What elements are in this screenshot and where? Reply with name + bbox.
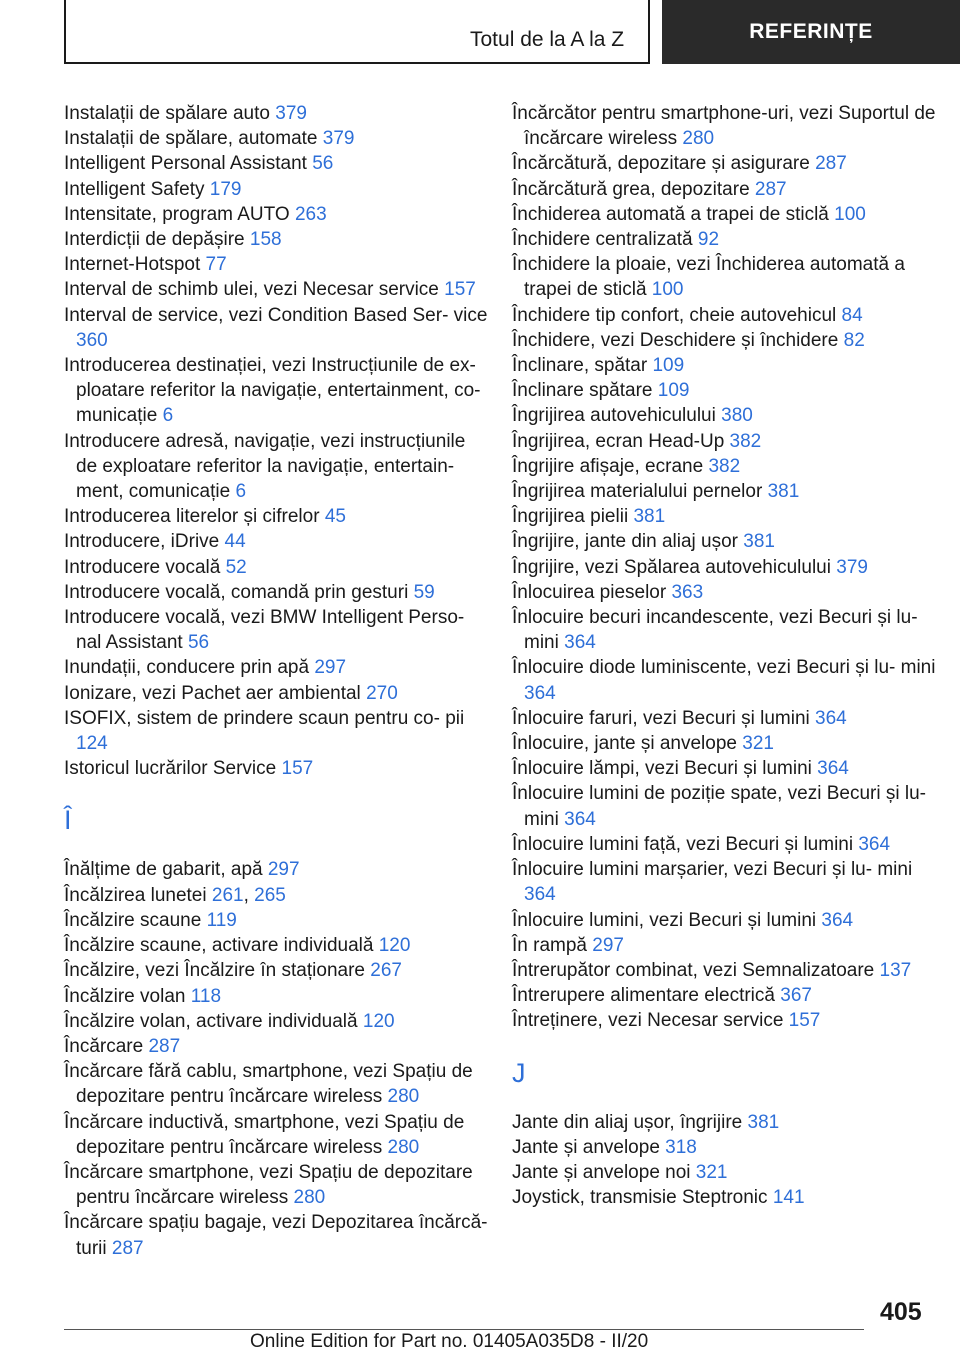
index-term: Îngrijirea, ecran Head-Up bbox=[512, 430, 725, 452]
chapter-title: Totul de la A la Z bbox=[470, 28, 625, 51]
index-term: Îngrijirea materialului pernelor bbox=[512, 481, 763, 503]
index-entry bbox=[512, 555, 937, 580]
index-term: Înlocuire becuri incandescente, vezi Becuri și lu- mini bbox=[512, 607, 918, 654]
page-reference-link[interactable]: 100 bbox=[834, 203, 866, 225]
index-entry bbox=[64, 555, 489, 580]
index-term: Înlocuire faruri, vezi Becuri și lumini bbox=[512, 707, 810, 729]
header-divider bbox=[648, 0, 650, 64]
page-reference-link[interactable]: 157 bbox=[281, 758, 314, 780]
index-term: Intelligent Safety bbox=[64, 178, 205, 200]
index-term: Înclinare spătare bbox=[512, 380, 653, 402]
page-reference-link[interactable]: 120 bbox=[362, 1010, 395, 1032]
index-term: Internet-Hotspot bbox=[64, 254, 201, 276]
index-entry bbox=[64, 277, 489, 302]
index-term: Introducere adresă, navigație, vezi instrucțiunile de exploatare referitor la navigație, entertain- ment, comunicație bbox=[64, 430, 466, 503]
index-term: Ionizare, vezi Pachet aer ambiental bbox=[64, 682, 361, 704]
page-reference-link[interactable]: 364 bbox=[817, 758, 849, 780]
index-term: Inundații, conducere prin apă bbox=[64, 657, 310, 679]
index-entry bbox=[512, 857, 937, 907]
index-entry bbox=[64, 933, 489, 958]
page-reference-link[interactable]: 100 bbox=[651, 279, 684, 301]
page-reference-link[interactable]: 124 bbox=[76, 733, 108, 755]
index-entry bbox=[512, 655, 937, 705]
index-term: Jante și anvelope bbox=[512, 1136, 660, 1158]
index-term: Introducere vocală, comandă prin gesturi bbox=[64, 581, 409, 603]
index-term: Introducere vocală, vezi BMW Intelligent Perso- nal Assistant bbox=[64, 607, 465, 654]
index-entry: Încălzirea lunetei 261, 265 bbox=[64, 884, 286, 906]
index-term: Joystick, transmisie Steptronic bbox=[512, 1187, 768, 1209]
page-reference-link[interactable]: 45 bbox=[324, 506, 346, 528]
footer-divider bbox=[64, 1329, 864, 1330]
page-reference-link[interactable]: 280 bbox=[682, 128, 715, 150]
page-reference-link[interactable]: 364 bbox=[858, 833, 891, 855]
index-entry bbox=[512, 908, 937, 933]
page-reference-link[interactable]: 363 bbox=[671, 581, 704, 603]
index-entry bbox=[512, 429, 937, 454]
index-entry bbox=[512, 227, 937, 252]
index-term: Îngrijirea autovehiculului bbox=[512, 405, 716, 427]
index-entry bbox=[64, 1160, 489, 1210]
index-entry bbox=[64, 605, 489, 655]
index-entry bbox=[512, 1135, 937, 1160]
index-term: Închidere tip confort, cheie autovehicul bbox=[512, 304, 837, 326]
page-reference-link[interactable]: 382 bbox=[708, 455, 741, 477]
page-reference-link[interactable]: 109 bbox=[657, 380, 690, 402]
index-entry bbox=[512, 1160, 937, 1185]
index-term: Înlocuire lumini marșarier, vezi Becuri și lu- mini bbox=[512, 859, 913, 881]
index-entry bbox=[64, 101, 489, 126]
index-entry bbox=[64, 1110, 489, 1160]
page-reference-link[interactable]: 287 bbox=[111, 1237, 144, 1259]
page-reference-link[interactable]: 364 bbox=[524, 682, 556, 704]
page-reference-link[interactable]: 263 bbox=[294, 203, 327, 225]
page-reference-link[interactable]: 6 bbox=[235, 481, 247, 503]
section-letter: J bbox=[512, 1057, 526, 1088]
page-reference-link[interactable]: 381 bbox=[767, 481, 800, 503]
index-column-left bbox=[64, 101, 489, 1261]
page-reference-link[interactable]: 321 bbox=[695, 1161, 728, 1183]
index-entry bbox=[64, 126, 489, 151]
index-entry bbox=[64, 756, 489, 781]
index-entry bbox=[512, 1008, 937, 1033]
page-reference-link[interactable]: 380 bbox=[721, 405, 753, 427]
index-entry bbox=[512, 151, 937, 176]
index-term: Încălzire, vezi Încălzire în staționare bbox=[64, 960, 365, 982]
index-entry bbox=[64, 202, 489, 227]
header-frame-bottom bbox=[64, 62, 649, 64]
page-reference-link[interactable]: 119 bbox=[206, 909, 237, 931]
page-reference-link[interactable]: 381 bbox=[743, 531, 775, 553]
index-entry bbox=[512, 756, 937, 781]
index-entry bbox=[64, 706, 489, 756]
index-term: Introducere, iDrive bbox=[64, 531, 220, 553]
index-term: Închidere, vezi Deschidere și închidere bbox=[512, 329, 839, 351]
page-reference-link[interactable]: 92 bbox=[697, 229, 720, 251]
page-reference-link[interactable]: 364 bbox=[815, 707, 847, 729]
index-term: Introducerea destinației, vezi Instrucțiunile de ex- ploatare referitor la navigație, entertainment, co- municație bbox=[64, 355, 481, 427]
index-entry bbox=[512, 832, 937, 857]
index-entry bbox=[512, 252, 937, 302]
index-entry bbox=[512, 328, 937, 353]
index-entry bbox=[64, 681, 489, 706]
page-reference-link[interactable]: 109 bbox=[652, 355, 685, 377]
page-reference-link[interactable]: 280 bbox=[387, 1136, 420, 1158]
index-term: Îngrijirea pielii bbox=[512, 506, 629, 528]
index-term: Încălzire volan bbox=[64, 985, 186, 1007]
index-term: Îngrijire, jante din aliaj ușor bbox=[512, 531, 739, 553]
page-reference-link[interactable]: 179 bbox=[209, 178, 242, 200]
index-entry bbox=[512, 933, 937, 958]
index-term: Închiderea automată a trapei de sticlă bbox=[512, 203, 829, 225]
index-entry bbox=[64, 908, 489, 933]
page-reference-link[interactable]: 52 bbox=[225, 556, 247, 578]
page-reference-link[interactable]: 287 bbox=[754, 178, 787, 200]
page-reference-link[interactable]: 158 bbox=[249, 229, 282, 251]
page-reference-link[interactable]: 56 bbox=[312, 153, 334, 175]
index-term: Înălțime de gabarit, apă bbox=[64, 859, 263, 881]
page-reference-link[interactable]: 379 bbox=[836, 556, 868, 578]
page-reference-link[interactable]: 59 bbox=[413, 581, 435, 603]
page-reference-link[interactable]: 265 bbox=[254, 884, 286, 906]
page-reference-link[interactable]: 321 bbox=[742, 733, 774, 755]
index-entry bbox=[64, 580, 489, 605]
index-term: Înlocuire, jante și anvelope bbox=[512, 733, 737, 755]
index-term: Întrerupere alimentare electrică bbox=[512, 985, 775, 1007]
index-entry bbox=[512, 504, 937, 529]
page-reference-link[interactable]: 379 bbox=[275, 103, 307, 124]
page-reference-link[interactable]: 382 bbox=[729, 430, 762, 452]
index-term: Introducere vocală bbox=[64, 556, 221, 578]
index-entry bbox=[512, 983, 937, 1008]
index-entry bbox=[512, 1185, 937, 1210]
page-reference-link[interactable]: 364 bbox=[564, 808, 596, 830]
index-term: ISOFIX, sistem de prindere scaun pentru co- pii bbox=[64, 707, 465, 729]
footer-edition: Online Edition for Part no. 01405A035D8 - II/20 bbox=[250, 1331, 649, 1352]
index-term: Încărcător pentru smartphone-uri, vezi Suportul de încărcare wireless bbox=[512, 103, 936, 150]
index-entry bbox=[64, 984, 489, 1009]
index-term: Intensitate, program AUTO bbox=[64, 203, 290, 225]
index-entry bbox=[512, 177, 937, 202]
index-entry bbox=[512, 529, 937, 554]
index-entry bbox=[512, 781, 937, 831]
index-term: În rampă bbox=[512, 934, 587, 956]
index-term: Încărcare smartphone, vezi Spațiu de depozitare pentru încărcare wireless bbox=[64, 1161, 473, 1209]
index-term: Istoricul lucrărilor Service bbox=[64, 758, 277, 780]
index-term: Înlocuire lumini de poziție spate, vezi Becuri și lu- mini bbox=[512, 783, 926, 830]
page-reference-link[interactable]: 318 bbox=[665, 1136, 697, 1158]
header-frame-left bbox=[64, 0, 66, 62]
index-term: Jante din aliaj ușor, îngrijire bbox=[512, 1111, 743, 1133]
page-reference-link[interactable]: 297 bbox=[267, 859, 300, 881]
page-reference-link[interactable]: 280 bbox=[293, 1187, 326, 1209]
index-entry bbox=[64, 303, 489, 353]
page-reference-link[interactable]: 364 bbox=[524, 884, 556, 906]
index-entry bbox=[512, 958, 937, 983]
index-term: Interval de service, vezi Condition Based Ser- vice bbox=[64, 304, 488, 326]
index-entry bbox=[512, 706, 937, 731]
index-entry bbox=[64, 1059, 489, 1109]
page-reference-link[interactable]: 379 bbox=[322, 128, 355, 150]
index-term: Încărcare inductivă, smartphone, vezi Spațiu de depozitare pentru încărcare wireless bbox=[64, 1111, 465, 1158]
page-reference-link[interactable]: 157 bbox=[444, 279, 476, 301]
page-reference-link[interactable]: 118 bbox=[190, 985, 222, 1007]
section-tab[interactable]: REFERINȚE bbox=[662, 0, 960, 64]
page-reference-link[interactable]: 287 bbox=[148, 1035, 181, 1057]
index-term: Încălzire volan, activare individuală bbox=[64, 1010, 358, 1032]
index-term: Întreținere, vezi Necesar service bbox=[512, 1010, 784, 1032]
index-entry bbox=[64, 857, 489, 882]
page-reference-link[interactable]: 381 bbox=[633, 506, 666, 528]
index-term: Înlocuire lămpi, vezi Becuri și lumini bbox=[512, 758, 812, 780]
page-reference-link[interactable]: 297 bbox=[592, 934, 624, 956]
page-reference-link[interactable]: 84 bbox=[841, 304, 863, 326]
index-term: Încărcătură, depozitare și asigurare bbox=[512, 153, 810, 175]
section-letter: Î bbox=[64, 805, 72, 836]
index-entry bbox=[512, 101, 937, 151]
index-term: Intelligent Personal Assistant bbox=[64, 153, 307, 175]
index-term: Închidere la ploaie, vezi Închiderea automată a trapei de sticlă bbox=[512, 254, 905, 301]
index-entry bbox=[64, 429, 489, 505]
page-reference-link[interactable]: 364 bbox=[564, 632, 596, 654]
index-term: Instalații de spălare auto bbox=[64, 103, 270, 124]
page-reference-link[interactable]: 137 bbox=[879, 959, 912, 981]
index-column-right bbox=[512, 101, 937, 1210]
page-reference-link[interactable]: 287 bbox=[815, 153, 847, 175]
index-term: Înclinare, spătar bbox=[512, 355, 648, 377]
index-term: Jante și anvelope noi bbox=[512, 1161, 691, 1183]
index-term: Interdicții de depășire bbox=[64, 229, 245, 251]
page-reference-link[interactable]: 381 bbox=[747, 1111, 780, 1133]
index-entry bbox=[512, 605, 937, 655]
page-reference-link[interactable]: 141 bbox=[772, 1187, 805, 1209]
index-term: Încălzire scaune bbox=[64, 909, 202, 931]
index-entry bbox=[64, 529, 489, 554]
index-entry bbox=[64, 1034, 489, 1059]
index-entry bbox=[64, 655, 489, 680]
index-entry bbox=[64, 353, 489, 429]
index-term: Înlocuire lumini, vezi Becuri și lumini bbox=[512, 909, 817, 931]
index-entry bbox=[64, 252, 489, 277]
page-reference-link[interactable]: 297 bbox=[314, 657, 347, 679]
index-term: Înlocuire lumini față, vezi Becuri și lumini bbox=[512, 833, 854, 855]
index-term: Instalații de spălare, automate bbox=[64, 128, 318, 150]
page-reference-link[interactable]: 56 bbox=[187, 632, 210, 654]
index-entry bbox=[512, 403, 937, 428]
page-reference-link[interactable]: 6 bbox=[162, 405, 174, 427]
index-term: Încărcare spațiu bagaje, vezi Depozitarea încărcă- turii bbox=[64, 1212, 488, 1259]
index-entry bbox=[64, 151, 489, 176]
index-term: Introducerea literelor și cifrelor bbox=[64, 506, 320, 528]
index-entry bbox=[512, 454, 937, 479]
index-term: Încărcare fără cablu, smartphone, vezi Spațiu de depozitare pentru încărcare wireless bbox=[64, 1061, 473, 1108]
index-entry bbox=[512, 378, 937, 403]
page-reference-link[interactable]: 267 bbox=[370, 960, 402, 982]
index-entry bbox=[64, 1009, 489, 1034]
page-reference-link[interactable]: 360 bbox=[76, 329, 108, 351]
index-term: Încălzirea lunetei bbox=[64, 884, 207, 906]
index-term: Încărcare bbox=[64, 1035, 144, 1057]
index-entry bbox=[512, 353, 937, 378]
index-entry bbox=[64, 1210, 489, 1260]
page-reference-link[interactable]: 367 bbox=[780, 985, 812, 1007]
index-entry bbox=[512, 479, 937, 504]
page-reference-link[interactable]: 120 bbox=[378, 935, 411, 957]
page-number: 405 bbox=[880, 1298, 922, 1326]
index-entry bbox=[64, 177, 489, 202]
page-reference-link[interactable]: 364 bbox=[821, 909, 854, 931]
index-term: Închidere centralizată bbox=[512, 229, 693, 251]
index-term: Îngrijire, vezi Spălarea autovehiculului bbox=[512, 556, 831, 578]
index-term: Încălzire scaune, activare individuală bbox=[64, 935, 374, 957]
index-entry bbox=[512, 303, 937, 328]
index-entry bbox=[512, 202, 937, 227]
index-entry bbox=[64, 958, 489, 983]
page-reference-link[interactable]: 261 bbox=[211, 884, 244, 906]
page-reference-link[interactable]: 77 bbox=[205, 254, 227, 276]
page-reference-link[interactable]: 270 bbox=[366, 682, 398, 704]
index-entry bbox=[64, 504, 489, 529]
index-entry bbox=[64, 227, 489, 252]
page-reference-link[interactable]: 157 bbox=[788, 1010, 821, 1032]
index-term: Înlocuire diode luminiscente, vezi Becuri și lu- mini bbox=[512, 657, 936, 679]
index-term: Întrerupător combinat, vezi Semnalizatoare bbox=[512, 959, 875, 981]
index-term: Îngrijire afișaje, ecrane bbox=[512, 455, 704, 477]
page-reference-link[interactable]: 280 bbox=[387, 1086, 420, 1108]
index-term: Înlocuirea pieselor bbox=[512, 581, 667, 603]
page-reference-link[interactable]: 82 bbox=[843, 329, 865, 351]
index-entry bbox=[512, 580, 937, 605]
index-term: Interval de schimb ulei, vezi Necesar service bbox=[64, 279, 439, 301]
page-reference-link[interactable]: 44 bbox=[224, 531, 246, 553]
index-entry bbox=[512, 1110, 937, 1135]
index-term: Încărcătură grea, depozitare bbox=[512, 178, 750, 200]
index-entry bbox=[512, 731, 937, 756]
